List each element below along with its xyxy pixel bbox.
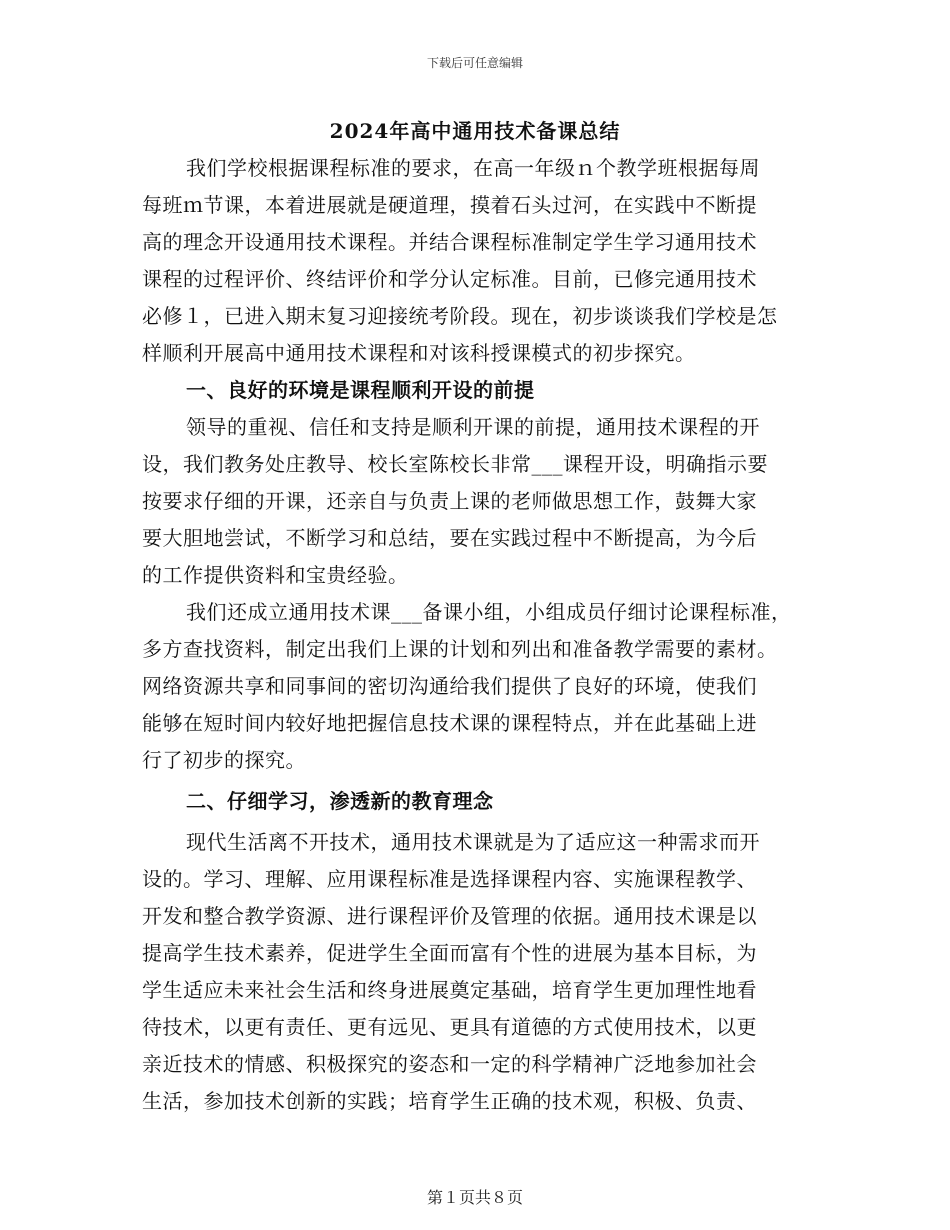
text-line: 每班ｍ节课，本着进展就是硬道理，摸着石头过河，在实践中不断提 — [142, 193, 757, 217]
text-line: 按要求仔细的开课，还亲自与负责上课的老师做思想工作，鼓舞大家 — [142, 489, 757, 513]
text-line: 领导的重视、信任和支持是顺利开课的前提，通用技术课程的开 — [186, 415, 760, 439]
text-line: 网络资源共享和同事间的密切沟通给我们提供了良好的环境，使我们 — [142, 674, 757, 698]
header-note: 下载后可任意编辑 — [426, 56, 523, 70]
page-footer: 第１页共８页 — [426, 1188, 523, 1207]
text-line: 设，我们教务处庄教导、校长室陈校长非常___课程开设，明确指示要 — [142, 452, 768, 476]
text-line: 课程的过程评价、终结评价和学分认定标准。目前，已修完通用技术 — [142, 267, 757, 291]
text-line: 能够在短时间内较好地把握信息技术课的课程特点，并在此基础上进 — [142, 711, 757, 735]
text-line: 要大胆地尝试，不断学习和总结，要在实践过程中不断提高，为今后 — [142, 526, 757, 550]
document-title: 2024年高中通用技术备课总结 — [329, 119, 621, 143]
text-line: 待技术，以更有责任、更有远见、更具有道德的方式使用技术，以更 — [142, 1015, 757, 1039]
text-line: 亲近技术的情感、积极探究的姿态和一定的科学精神广泛地参加社会 — [142, 1052, 757, 1076]
text-line: 行了初步的探究。 — [142, 748, 306, 772]
document-body — [142, 150, 832, 1120]
text-line: 我们学校根据课程标准的要求，在高一年级ｎ个教学班根据每周 — [186, 156, 760, 180]
section-heading-2: 二、仔细学习，渗透新的教育理念 — [186, 789, 494, 813]
text-line: 高的理念开设通用技术课程。并结合课程标准制定学生学习通用技术 — [142, 230, 757, 254]
text-line: 现代生活离不开技术，通用技术课就是为了适应这一种需求而开 — [186, 830, 760, 854]
text-line: 提高学生技术素养，促进学生全面而富有个性的进展为基本目标，为 — [142, 941, 757, 965]
text-line: 生活，参加技术创新的实践；培育学生正确的技术观，积极、负责、 — [142, 1089, 757, 1113]
intro-paragraph — [142, 150, 832, 372]
section1-paragraph-2 — [142, 594, 832, 779]
text-line: 的工作提供资料和宝贵经验。 — [142, 563, 409, 587]
section1-paragraph-1 — [142, 409, 832, 594]
text-line: 必修１，已进入期末复习迎接统考阶段。现在，初步谈谈我们学校是怎 — [142, 304, 778, 328]
section-heading-1: 一、良好的环境是课程顺利开设的前提 — [186, 378, 535, 402]
text-line: 多方查找资料，制定出我们上课的计划和列出和准备教学需要的素材。 — [142, 637, 778, 661]
section2-paragraph-1 — [142, 824, 832, 1120]
text-line: 设的。学习、理解、应用课程标准是选择课程内容、实施课程教学、 — [142, 867, 757, 891]
text-line: 学生适应未来社会生活和终身进展奠定基础，培育学生更加理性地看 — [142, 978, 757, 1002]
text-line: 我们还成立通用技术课___备课小组，小组成员仔细讨论课程标准， — [186, 600, 792, 624]
text-line: 样顺利开展高中通用技术课程和对该科授课模式的初步探究。 — [142, 341, 696, 365]
text-line: 开发和整合教学资源、进行课程评价及管理的依据。通用技术课是以 — [142, 904, 757, 928]
